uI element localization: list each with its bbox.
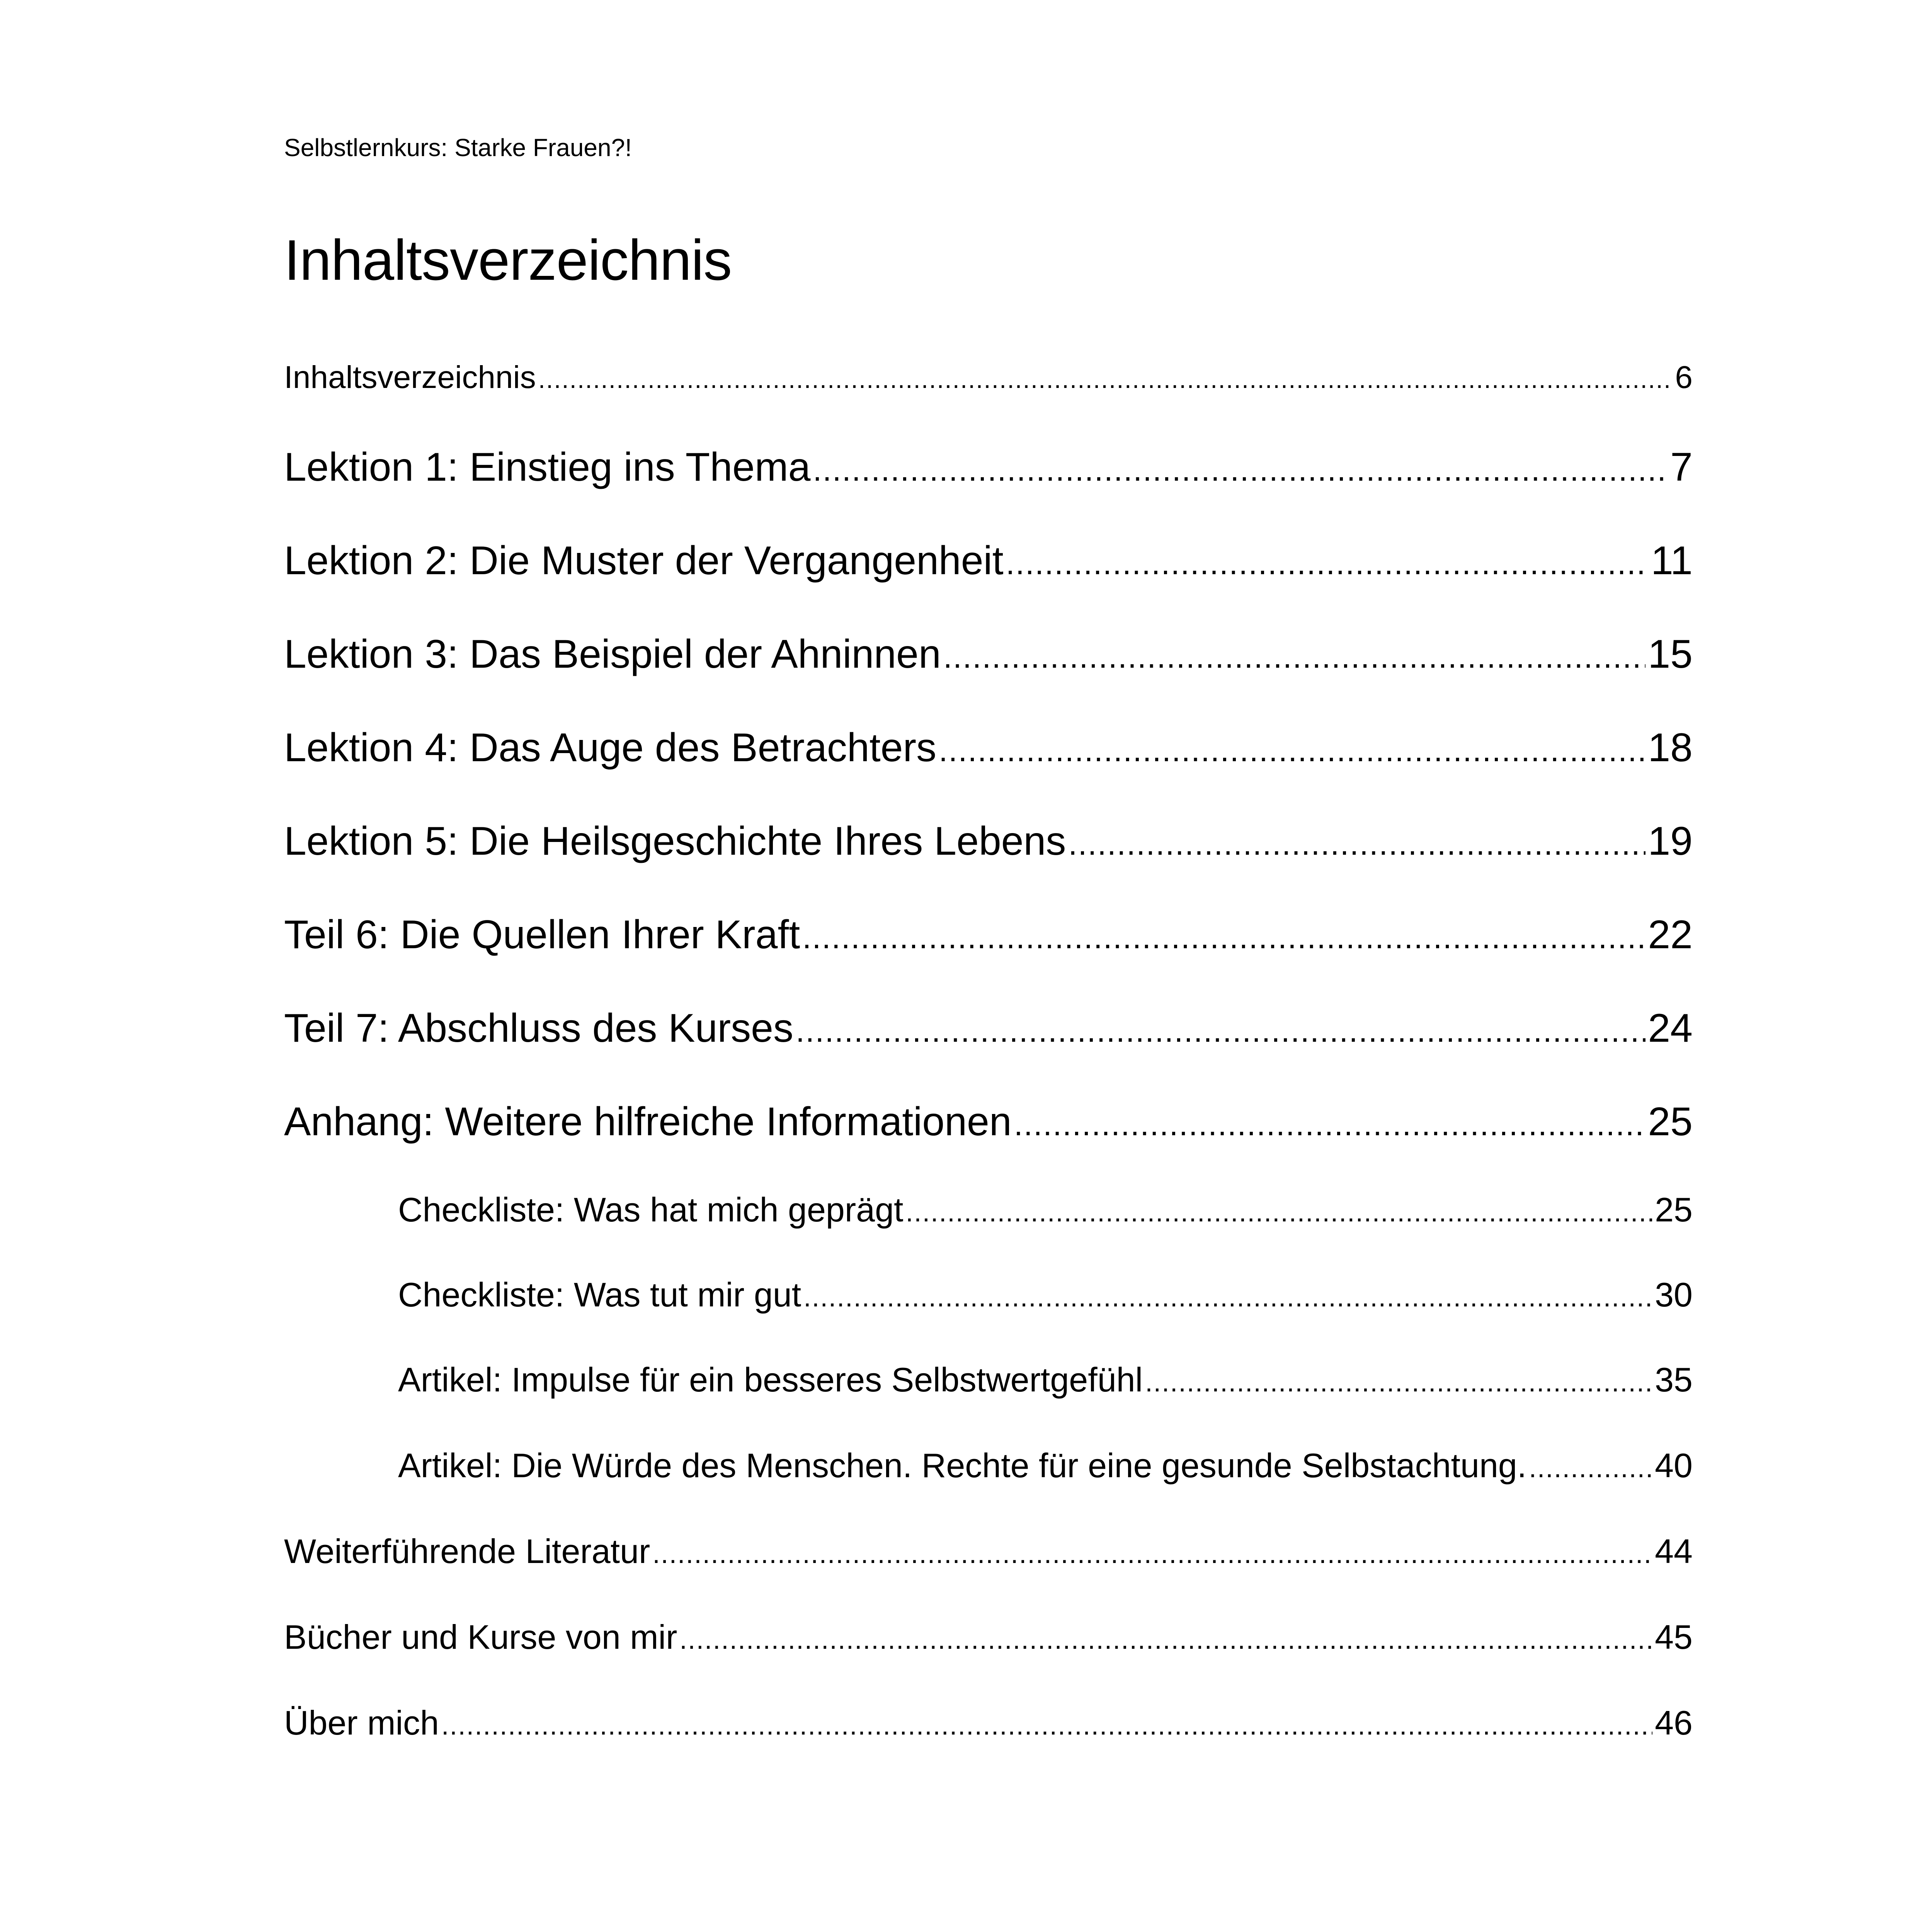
running-header: Selbstlernkurs: Starke Frauen?! [284, 134, 632, 162]
dot-leader [796, 1012, 1645, 1049]
toc-entry-artikel-wuerde[interactable] [398, 1446, 1693, 1485]
toc-entry-page: 45 [1655, 1618, 1693, 1656]
dot-leader [652, 1538, 1652, 1570]
dot-leader [538, 365, 1673, 394]
toc-entry-checkliste-gepraegt[interactable] [398, 1190, 1693, 1229]
toc-entry-page: 24 [1648, 1006, 1693, 1051]
toc-entry-label: Inhaltsverzeichnis [284, 360, 536, 395]
toc-entry-lektion-2[interactable] [284, 538, 1693, 584]
toc-entry-page: 19 [1648, 819, 1693, 864]
toc-entry-page: 40 [1655, 1446, 1693, 1485]
toc-entry-label: Über mich [284, 1704, 439, 1742]
toc-entry-page: 25 [1648, 1099, 1693, 1144]
toc-entry-label: Bücher und Kurse von mir [284, 1618, 677, 1656]
dot-leader [802, 919, 1645, 956]
toc-entry-lektion-5[interactable] [284, 818, 1693, 865]
toc-entry-label: Lektion 1: Einstieg ins Thema [284, 445, 811, 490]
dot-leader [943, 638, 1646, 675]
toc-entry-label: Teil 6: Die Quellen Ihrer Kraft [284, 912, 800, 957]
dot-leader [803, 1282, 1652, 1313]
toc-entry-lektion-4[interactable] [284, 725, 1693, 771]
dot-leader [813, 451, 1668, 488]
toc-entry-label: Artikel: Impulse für ein besseres Selbstwertgefühl [398, 1361, 1143, 1399]
toc-entry-page: 25 [1655, 1190, 1693, 1229]
dot-leader [679, 1624, 1652, 1655]
dot-leader [1145, 1367, 1652, 1398]
toc-entry-anhang[interactable] [284, 1099, 1693, 1145]
toc-entry-label: Lektion 4: Das Auge des Betrachters [284, 725, 937, 770]
toc-entry-label: Anhang: Weitere hilfreiche Informationen [284, 1099, 1012, 1144]
toc-entry-lektion-3[interactable] [284, 631, 1693, 678]
toc-entry-page: 46 [1655, 1704, 1693, 1742]
toc-entry-buecher-kurse[interactable] [284, 1617, 1693, 1656]
table-of-contents [284, 0, 1693, 1932]
dot-leader [441, 1710, 1652, 1741]
toc-entry-artikel-selbstwert[interactable] [398, 1360, 1693, 1399]
toc-entry-checkliste-gut[interactable] [398, 1275, 1693, 1314]
toc-entry-page: 7 [1670, 445, 1693, 490]
dot-leader [1068, 825, 1645, 862]
toc-entry-page: 30 [1655, 1276, 1693, 1314]
dot-leader [1014, 1106, 1646, 1143]
dot-leader [1006, 545, 1649, 582]
toc-entry-page: 22 [1648, 912, 1693, 957]
dot-leader [939, 732, 1645, 769]
toc-entry-page: 44 [1655, 1532, 1693, 1570]
toc-entry-ueber-mich[interactable] [284, 1703, 1693, 1742]
toc-entry-label: Checkliste: Was hat mich geprägt [398, 1190, 904, 1229]
toc-entry-page: 6 [1675, 360, 1693, 395]
toc-title: Inhaltsverzeichnis [284, 228, 732, 292]
toc-entry-label: Lektion 5: Die Heilsgeschichte Ihres Lebens [284, 819, 1066, 864]
toc-entry-page: 35 [1655, 1361, 1693, 1399]
toc-entry-inhaltsverzeichnis[interactable] [284, 359, 1693, 396]
dot-leader [1529, 1452, 1652, 1484]
toc-entry-page: 15 [1648, 632, 1693, 677]
toc-entry-label: Lektion 2: Die Muster der Vergangenheit [284, 538, 1004, 583]
toc-entry-label: Weiterführende Literatur [284, 1532, 650, 1570]
toc-entry-label: Artikel: Die Würde des Menschen. Rechte für eine gesunde Selbstachtung. [398, 1446, 1527, 1485]
toc-entry-teil-7[interactable] [284, 1005, 1693, 1052]
toc-entry-teil-6[interactable] [284, 912, 1693, 958]
toc-entry-page: 18 [1648, 725, 1693, 770]
toc-entry-label: Teil 7: Abschluss des Kurses [284, 1006, 793, 1051]
dot-leader [906, 1197, 1653, 1228]
toc-entry-lektion-1[interactable] [284, 444, 1693, 491]
toc-entry-label: Checkliste: Was tut mir gut [398, 1276, 801, 1314]
toc-entry-label: Lektion 3: Das Beispiel der Ahninnen [284, 632, 941, 677]
toc-entry-page: 11 [1651, 538, 1693, 583]
toc-entry-literatur[interactable] [284, 1532, 1693, 1571]
